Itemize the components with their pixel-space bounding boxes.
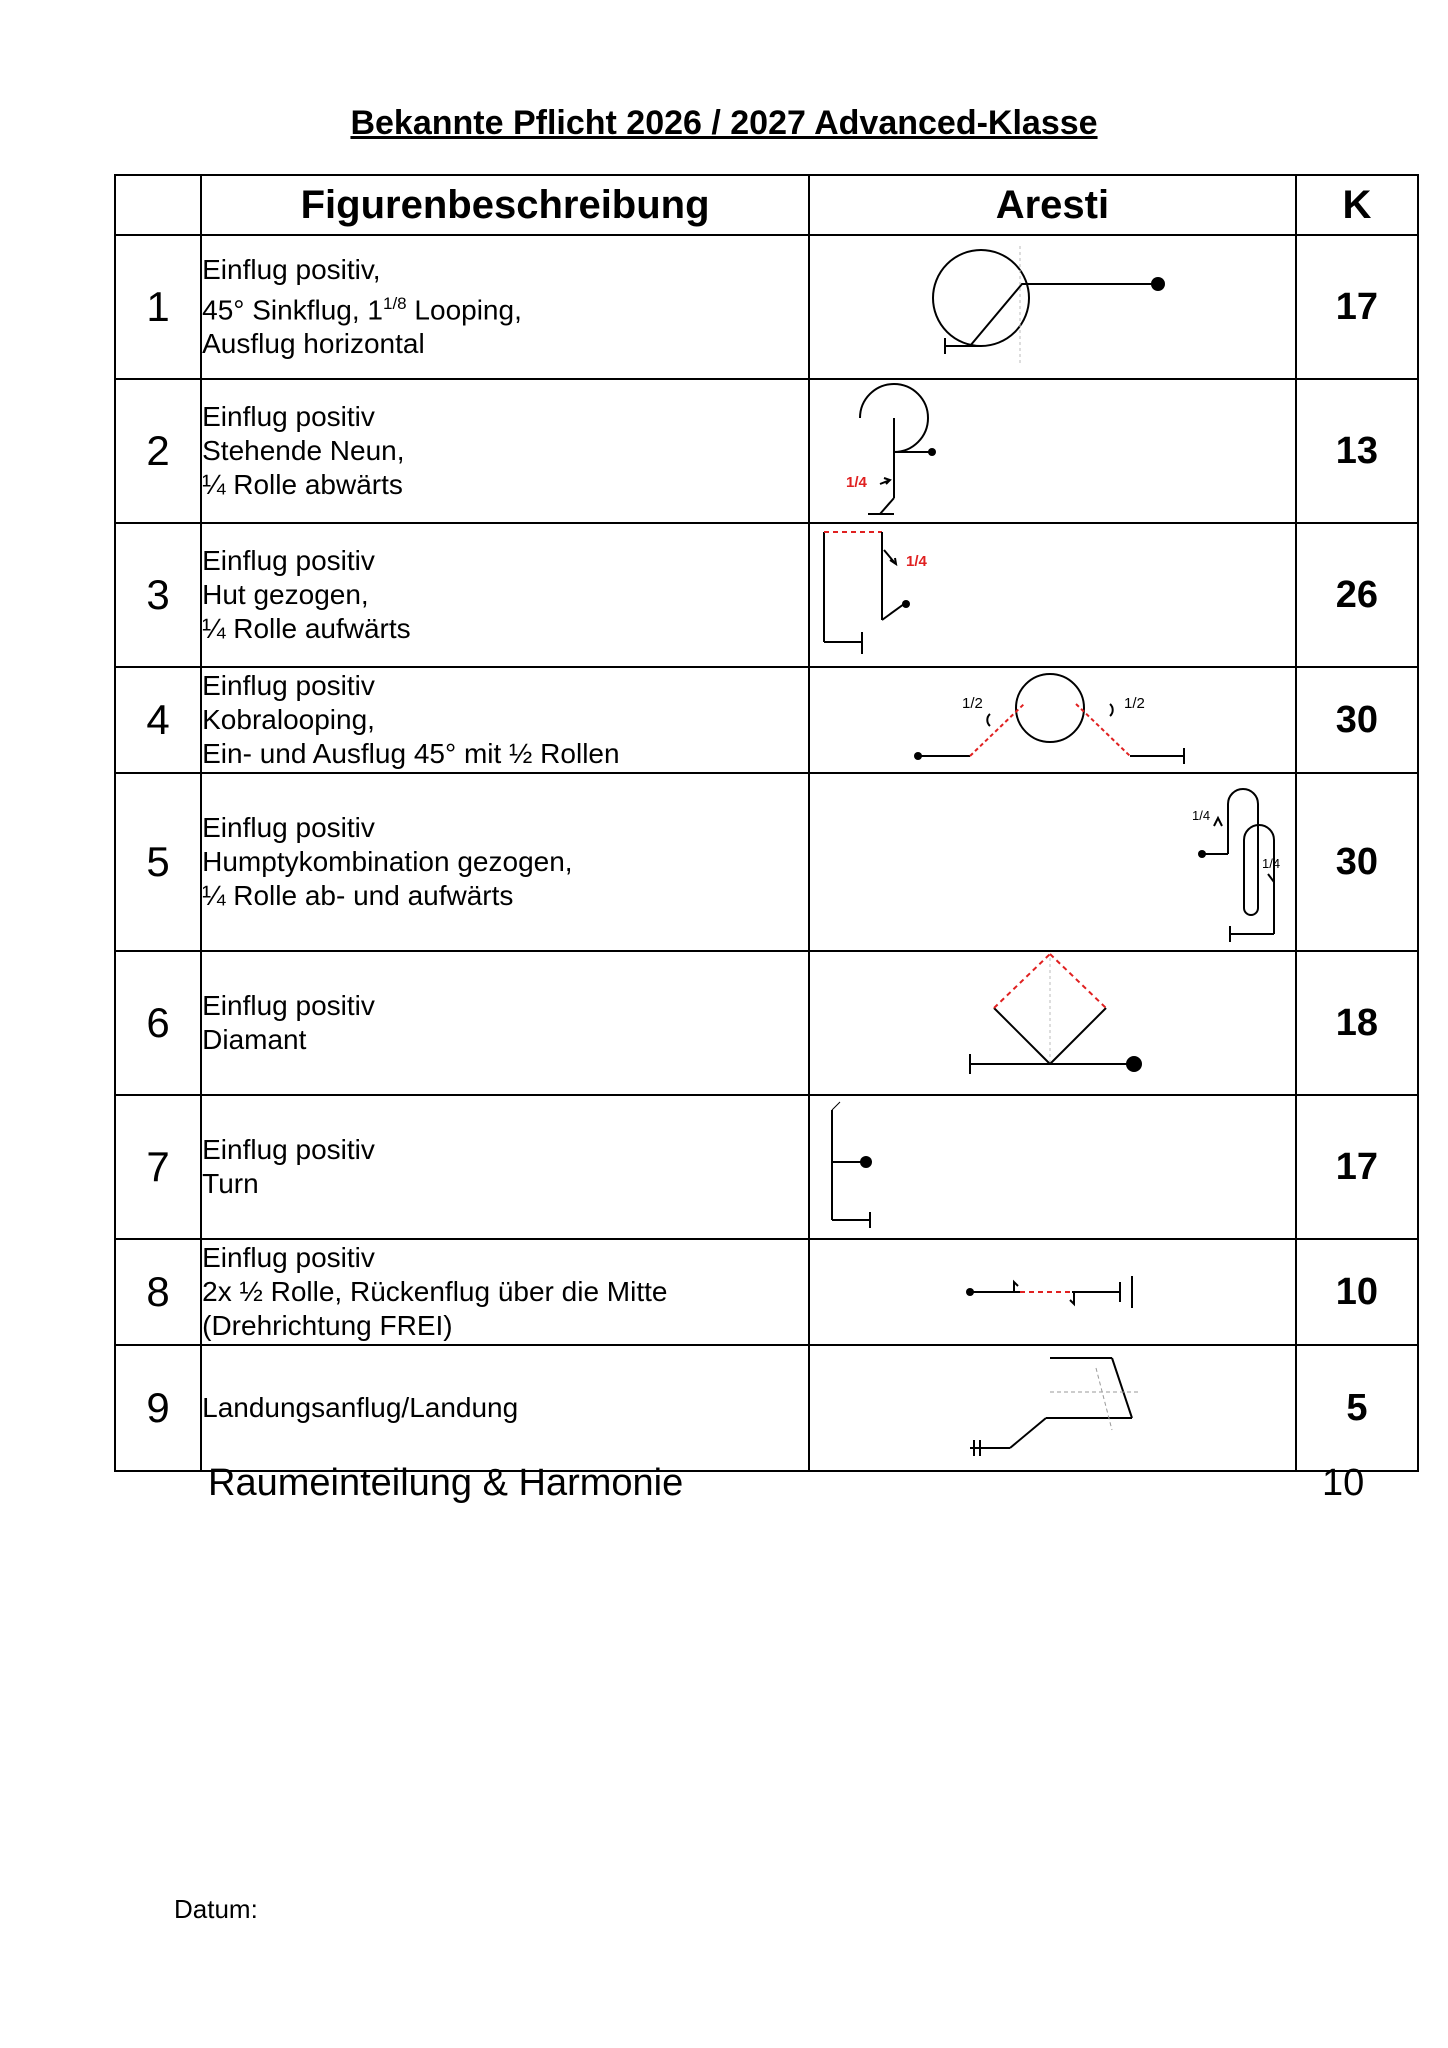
description-line bbox=[202, 287, 808, 327]
figure-description bbox=[201, 1239, 809, 1345]
k-factor: 13 bbox=[1296, 379, 1418, 523]
table-header-row bbox=[115, 175, 1418, 235]
description-line: Ausflug horizontal bbox=[202, 328, 425, 360]
k-factor: 30 bbox=[1296, 667, 1418, 773]
document-title: Bekannte Pflicht 2026 / 2027 Advanced-Klasse bbox=[350, 104, 1098, 142]
figure-description bbox=[201, 1095, 809, 1239]
header-description: Figurenbeschreibung bbox=[201, 175, 809, 235]
figure-number: 1 bbox=[115, 235, 201, 379]
figure-description bbox=[201, 1345, 809, 1471]
figure-description bbox=[201, 235, 809, 379]
figure-number: 3 bbox=[115, 523, 201, 667]
k-factor: 17 bbox=[1296, 1095, 1418, 1239]
table-row bbox=[115, 951, 1418, 1095]
description-line: Diamant bbox=[202, 1024, 307, 1055]
aresti-diagram-diamant bbox=[810, 952, 1296, 1094]
description-line: Humptykombination gezogen, bbox=[202, 846, 573, 877]
table-row bbox=[115, 523, 1418, 667]
header-aresti: Aresti bbox=[809, 175, 1296, 235]
description-line: 2x ½ Rolle, Rückenflug über die Mitte bbox=[202, 1276, 668, 1307]
aresti-cell bbox=[809, 379, 1296, 523]
description-line: Stehende Neun, bbox=[202, 435, 405, 466]
roll-label: 1/4 bbox=[1192, 808, 1211, 823]
datum-label: Datum: bbox=[174, 1894, 258, 1924]
figure-number: 6 bbox=[115, 951, 201, 1095]
description-line: Einflug positiv bbox=[202, 1134, 375, 1165]
aresti-diagram-looping bbox=[810, 236, 1296, 378]
description-line: ¼ Rolle ab- und aufwärts bbox=[202, 880, 514, 911]
description-line: Einflug positiv bbox=[202, 990, 375, 1021]
footer-value: 10 bbox=[1322, 1462, 1365, 1504]
description-line: (Drehrichtung FREI) bbox=[202, 1310, 453, 1341]
description-line: Einflug positiv, bbox=[202, 253, 381, 285]
footer-label: Raumeinteilung & Harmonie bbox=[208, 1462, 684, 1504]
figure-number: 9 bbox=[115, 1345, 201, 1471]
figure-number: 5 bbox=[115, 773, 201, 951]
table-row bbox=[115, 667, 1418, 773]
aresti-diagram-rollen bbox=[810, 1240, 1296, 1344]
aresti-diagram-hut bbox=[810, 524, 1296, 666]
k-factor: 18 bbox=[1296, 951, 1418, 1095]
description-line: ¼ Rolle abwärts bbox=[202, 469, 403, 500]
aresti-diagram-landung bbox=[810, 1346, 1296, 1470]
description-line: Einflug positiv bbox=[202, 545, 375, 576]
figure-description bbox=[201, 523, 809, 667]
aresti-diagram-humpty bbox=[810, 774, 1296, 950]
aresti-diagram-kobralooping bbox=[810, 668, 1296, 772]
figure-description bbox=[201, 667, 809, 773]
aresti-cell bbox=[809, 235, 1296, 379]
description-line: Einflug positiv bbox=[202, 812, 375, 843]
k-factor: 26 bbox=[1296, 523, 1418, 667]
aresti-cell bbox=[809, 1345, 1296, 1471]
description-line: ¼ Rolle aufwärts bbox=[202, 613, 411, 644]
roll-label: 1/4 bbox=[846, 474, 867, 491]
table-row bbox=[115, 235, 1418, 379]
figure-number: 2 bbox=[115, 379, 201, 523]
aresti-cell bbox=[809, 1095, 1296, 1239]
description-line: Ein- und Ausflug 45° mit ½ Rollen bbox=[202, 738, 620, 769]
roll-label: 1/4 bbox=[1262, 856, 1281, 871]
table-row bbox=[115, 1095, 1418, 1239]
table-row bbox=[115, 773, 1418, 951]
aresti-cell bbox=[809, 667, 1296, 773]
description-line: Turn bbox=[202, 1168, 259, 1199]
description-text: 45° Sinkflug, 1 bbox=[202, 294, 383, 326]
header-num bbox=[115, 175, 201, 235]
figure-description bbox=[201, 951, 809, 1095]
description-line: Einflug positiv bbox=[202, 1242, 375, 1273]
table-row bbox=[115, 379, 1418, 523]
k-factor: 17 bbox=[1296, 235, 1418, 379]
k-factor: 10 bbox=[1296, 1239, 1418, 1345]
aresti-cell bbox=[809, 523, 1296, 667]
header-k: K bbox=[1296, 175, 1418, 235]
description-line: Einflug positiv bbox=[202, 670, 375, 701]
description-line: Hut gezogen, bbox=[202, 579, 369, 610]
description-line: Kobralooping, bbox=[202, 704, 375, 735]
roll-label: 1/2 bbox=[962, 695, 983, 712]
description-line: Landungsanflug/Landung bbox=[202, 1392, 519, 1423]
roll-label: 1/2 bbox=[1124, 695, 1145, 712]
roll-label: 1/4 bbox=[906, 553, 927, 570]
figure-number: 8 bbox=[115, 1239, 201, 1345]
description-line: Einflug positiv bbox=[202, 401, 375, 432]
aresti-diagram-turn bbox=[810, 1096, 1296, 1238]
aresti-cell bbox=[809, 1239, 1296, 1345]
figure-number: 7 bbox=[115, 1095, 201, 1239]
aresti-cell bbox=[809, 773, 1296, 951]
figures-table bbox=[114, 174, 1419, 1472]
table-row bbox=[115, 1239, 1418, 1345]
figure-description bbox=[201, 379, 809, 523]
aresti-diagram-stehende-neun bbox=[810, 380, 1296, 522]
figure-description bbox=[201, 773, 809, 951]
k-factor: 30 bbox=[1296, 773, 1418, 951]
description-text: Looping, bbox=[406, 294, 522, 326]
k-factor: 5 bbox=[1296, 1345, 1418, 1471]
fraction-superscript: 1/8 bbox=[383, 293, 407, 313]
figure-number: 4 bbox=[115, 667, 201, 773]
aresti-cell bbox=[809, 951, 1296, 1095]
table-row bbox=[115, 1345, 1418, 1471]
